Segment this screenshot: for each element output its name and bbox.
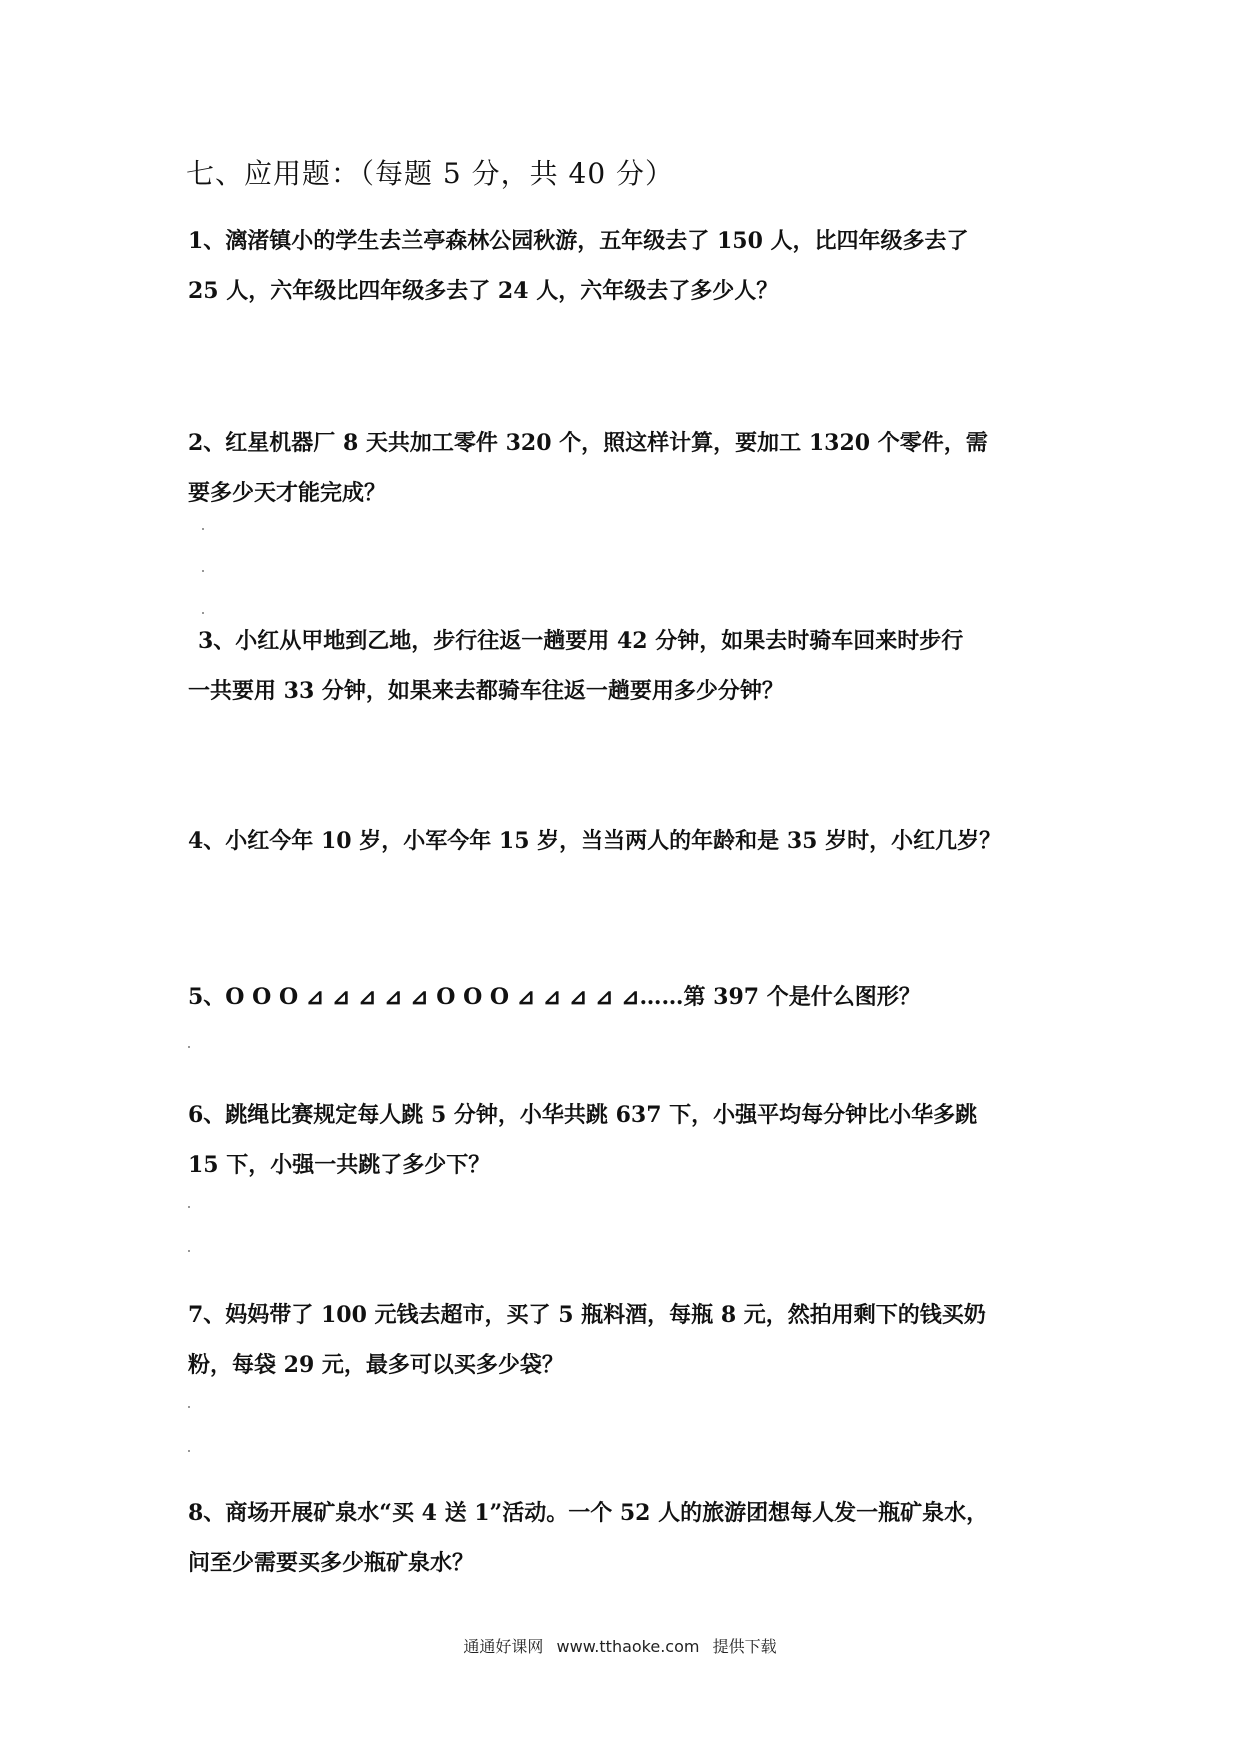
question-3-line-2: 一共要用 33 分钟，如果来去都骑车往返一趟要用多少分钟？ bbox=[188, 678, 784, 704]
page-footer bbox=[0, 1634, 1240, 1657]
scan-speck bbox=[202, 528, 204, 530]
question-7-line-1: 7、妈妈带了 100 元钱去超市，买了 5 瓶料酒，每瓶 8 元，然拍用剩下的钱买奶 bbox=[188, 1302, 986, 1328]
question-5 bbox=[188, 972, 1068, 1022]
scan-speck bbox=[188, 1406, 190, 1408]
footer-note: 提供下载 bbox=[712, 1637, 777, 1656]
question-2-line-2: 要多少天才能完成？ bbox=[188, 480, 387, 506]
scan-speck bbox=[188, 1046, 190, 1048]
scan-speck bbox=[188, 1250, 190, 1252]
question-1-line-2: 25 人，六年级比四年级多去了 24 人，六年级去了多少人？ bbox=[188, 278, 779, 304]
section-title: 七、应用题：（每题 5 分，共 40 分） bbox=[186, 157, 675, 190]
question-6-line-1: 6、跳绳比赛规定每人跳 5 分钟，小华共跳 637 下，小强平均每分钟比小华多跳 bbox=[188, 1102, 978, 1128]
scan-speck bbox=[202, 612, 204, 614]
question-4 bbox=[188, 816, 1068, 866]
footer-url: www.tthaoke.com bbox=[556, 1637, 700, 1656]
question-6 bbox=[188, 1090, 1068, 1190]
question-1-line-1: 1、漓渚镇小的学生去兰亭森林公园秋游，五年级去了 150 人，比四年级多去了 bbox=[188, 228, 969, 254]
scan-speck bbox=[188, 1206, 190, 1208]
scan-speck bbox=[188, 1450, 190, 1452]
question-8-line-2: 问至少需要买多少瓶矿泉水？ bbox=[188, 1550, 475, 1576]
question-2 bbox=[188, 418, 1068, 518]
question-2-line-1: 2、红星机器厂 8 天共加工零件 320 个，照这样计算，要加工 1320 个零件，需 bbox=[188, 430, 988, 456]
question-3 bbox=[188, 616, 1078, 716]
footer-site-name: 通通好课网 bbox=[463, 1637, 544, 1656]
question-8-line-1: 8、商场开展矿泉水“买 4 送 1”活动。一个 52 人的旅游团想每人发一瓶矿泉水， bbox=[188, 1500, 989, 1526]
question-3-line-1: 3、小红从甲地到乙地，步行往返一趟要用 42 分钟，如果去时骑车回来时步行 bbox=[198, 628, 964, 654]
scan-speck bbox=[202, 570, 204, 572]
question-5-line-1: 5、O O O ⊿ ⊿ ⊿ ⊿ ⊿ O O O ⊿ ⊿ ⊿ ⊿ ⊿……第 397 个是什么图形？ bbox=[188, 984, 921, 1010]
question-7 bbox=[188, 1290, 1068, 1390]
question-6-line-2: 15 下，小强一共跳了多少下？ bbox=[188, 1152, 491, 1178]
question-8 bbox=[188, 1488, 1068, 1588]
question-1 bbox=[188, 216, 1068, 316]
question-7-line-2: 粉，每袋 29 元，最多可以买多少袋？ bbox=[188, 1352, 564, 1378]
question-4-line-1: 4、小红今年 10 岁，小军今年 15 岁，当当两人的年龄和是 35 岁时，小红几岁？ bbox=[188, 828, 1002, 854]
